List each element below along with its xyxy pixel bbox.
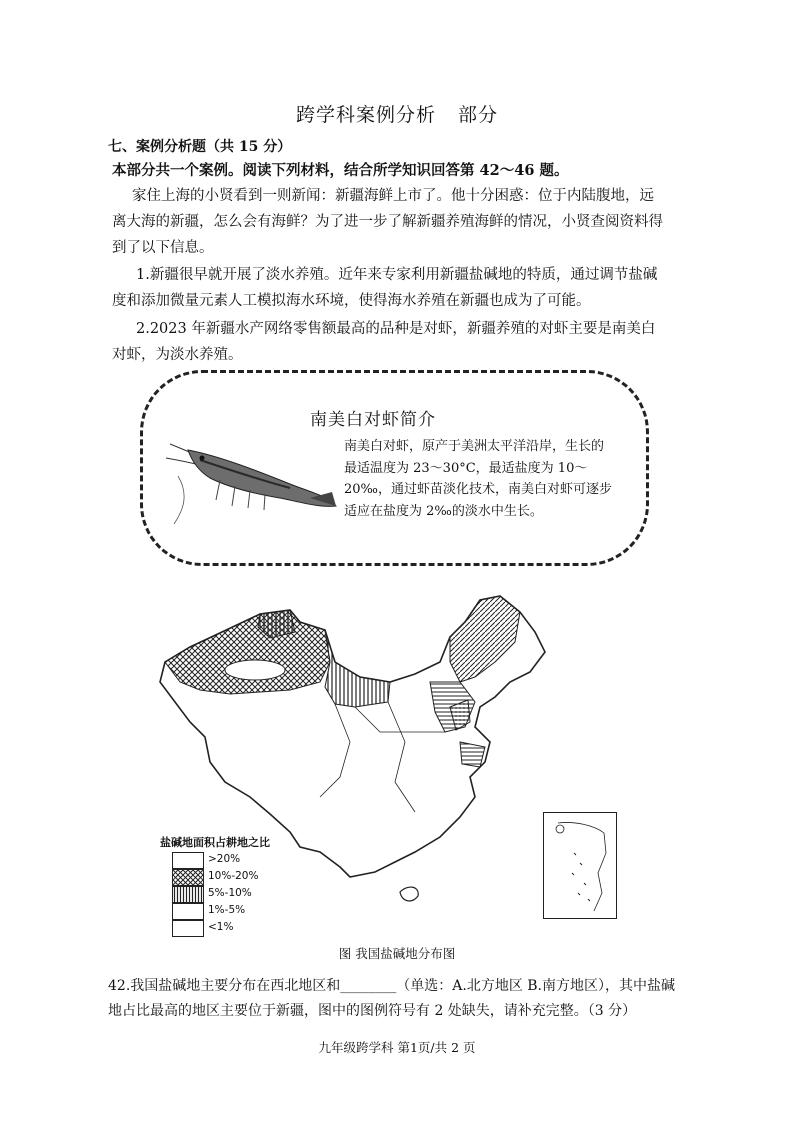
legend-swatch [172, 903, 204, 920]
south-china-sea-inset [543, 812, 617, 919]
page-title [0, 100, 794, 127]
legend-swatch [172, 920, 204, 937]
story-paragraph: 家住上海的小贤看到一则新闻：新疆海鲜上市了。他十分困惑：位于内陆腹地，远离大海的新疆，怎么会有海鲜？为了进一步了解新疆养殖海鲜的情况，小贤查阅资料得到了以下信息。 [112, 188, 663, 256]
legend-label: 10%-20% [208, 870, 259, 882]
info-paragraph-1: 1.新疆很早就开展了淡水养殖。近年来专家利用新疆盐碱地的特质，通过调节盐碱度和添加微量元素人工模拟海水环境，使得海水养殖在新疆也成为了可能。 [112, 267, 658, 309]
map-caption: 图 我国盐碱地分布图 [338, 946, 456, 961]
legend-item [172, 920, 272, 937]
legend-title: 盐碱地面积占耕地之比 [160, 836, 270, 849]
inner-mongolia-region [325, 630, 390, 707]
legend-label: <1% [208, 921, 234, 933]
legend-swatch [172, 886, 204, 903]
title-part: 部分 [458, 104, 499, 126]
page-footer: 九年级跨学科 第1页/共 2 页 [318, 1040, 476, 1055]
legend-label: 5%-10% [208, 887, 252, 899]
legend-item [172, 903, 272, 920]
question-42: 42.我国盐碱地主要分布在西北地区和________（单选：A.北方地区 B.南方地区），其中盐碱地占比最高的地区主要位于新疆，图中的图例符号有 2 处缺失，请补充完整。（3 分） [108, 978, 676, 1019]
hainan-island [400, 887, 418, 901]
title-main: 跨学科案例分析 [295, 104, 436, 126]
section-heading: 七、案例分析题（共 15 分） [108, 139, 292, 155]
info-paragraph-2: 2.2023 年新疆水产网络零售额最高的品种是对虾，新疆养殖的对虾主要是南美白对虾，为淡水养殖。 [112, 321, 656, 363]
shrimp-box-text: 南美白对虾，原产于美洲太平洋沿岸，生长的最适温度为 23～30°C，最适盐度为 10～20‰，通过虾苗淡化技术，南美白对虾可逐步适应在盐度为 2‰的淡水中生长。 [344, 439, 612, 519]
legend-item [172, 869, 272, 886]
legend-item [172, 886, 272, 903]
legend-swatch [172, 869, 204, 886]
shrimp-image [160, 436, 340, 526]
xinjiang-region [165, 610, 330, 694]
east-coast-region [460, 742, 485, 767]
intro-paragraph: 本部分共一个案例。阅读下列材料，结合所学知识回答第 42～46 题。 [112, 162, 569, 179]
legend-label: >20% [208, 853, 241, 865]
legend-item [172, 852, 272, 869]
legend-swatch [172, 852, 204, 869]
shrimp-box-title: 南美白对虾简介 [310, 410, 436, 430]
legend-label: 1%-5% [208, 904, 246, 916]
